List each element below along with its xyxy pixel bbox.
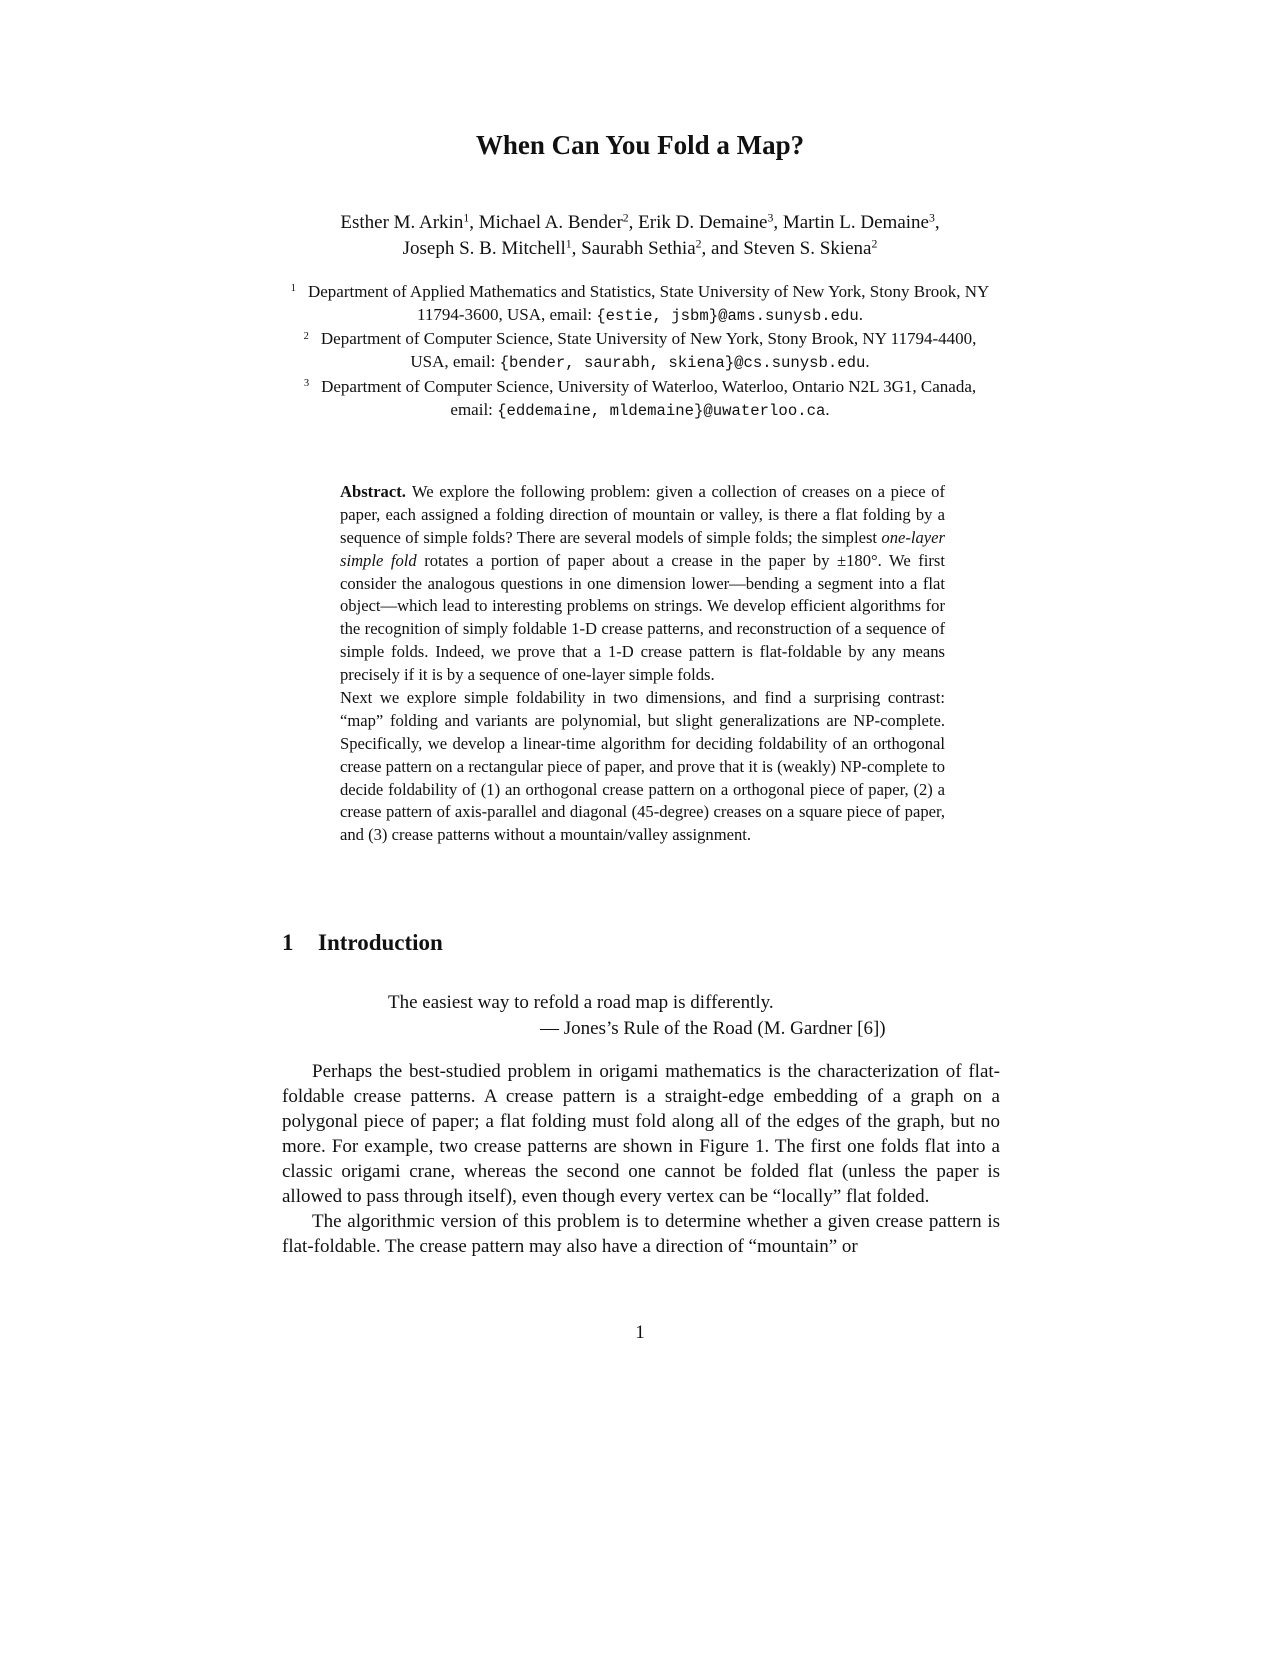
body-text	[282, 1060, 1000, 1260]
affiliation: $^2$ Department of Computer Science, State University of New York, Stony Brook, NY 11794-4400, USA, email: {bender, saurabh, skiena}@cs.sunysb.edu.	[303, 329, 977, 373]
epigraph	[388, 990, 886, 1042]
author: Erik D. Demaine$^3$,	[638, 211, 783, 233]
affiliation: $^1$ Department of Applied Mathematics and Statistics, State University of New York, Stony Brook, NY 11794-3600, USA, email: {estie, jsbm}@ams.sunysb.edu.	[290, 282, 990, 326]
author: Esther M. Arkin$^1$,	[340, 211, 479, 233]
epigraph-quote: The easiest way to refold a road map is differently.	[388, 992, 774, 1013]
author: Martin L. Demaine$^3$,	[782, 211, 940, 233]
email: {eddemaine, mldemaine}@uwaterloo.ca	[497, 401, 826, 420]
body-paragraph: Perhaps the best-studied problem in origami mathematics is the characterization of flat-foldable crease patterns. A crease pattern is a straight-edge embedding of a graph on a polygonal piece of paper; a flat folding must fold along all of the edges of the graph, but no more. For example, two crease patterns are shown in Figure 1. The first one folds flat into a classic origami crane, whereas the second one cannot be folded flat (unless the paper is allowed to pass through itself), even though every vertex can be “locally” flat folded.	[282, 1061, 1000, 1207]
author-list	[250, 210, 1030, 262]
email: {estie, jsbm}@ams.sunysb.edu	[596, 307, 859, 326]
page-number: 1	[635, 1322, 645, 1343]
epigraph-attribution: — Jones’s Rule of the Road (M. Gardner [6])	[540, 1017, 886, 1039]
paper-title: When Can You Fold a Map?	[475, 130, 805, 160]
body-paragraph: The algorithmic version of this problem is to determine whether a given crease pattern is flat-foldable. The crease pattern may also have a direction of “mountain” or	[282, 1210, 1000, 1257]
abstract-label: Abstract.	[340, 482, 406, 501]
email: {bender, saurabh, skiena}@cs.sunysb.edu	[499, 354, 866, 373]
abstract-paragraph: Abstract. We explore the following problem: given a collection of creases on a piece of paper, each assigned a folding direction of mountain or valley, is there a flat folding by a sequence of simple folds? There are several models of simple folds; the simplest one-layer simple fold rotates a portion of paper about a crease in the paper by ±180°. We first consider the analogous questions in one dimension lower—bending a segment into a flat object—which lead to interesting problems on strings. We develop efficient algorithms for the recognition of simply foldable 1-D crease patterns, and reconstruction of a sequence of simple folds. Indeed, we prove that a 1-D crease pattern is flat-foldable by any means precisely if it is by a sequence of one-layer simple folds.	[340, 482, 945, 685]
author: Saurabh Sethia$^2$, and	[581, 237, 744, 259]
author: Michael A. Bender$^2$,	[478, 211, 639, 233]
section-heading: 1 Introduction	[282, 930, 443, 955]
abstract	[340, 481, 945, 847]
affiliations	[290, 280, 990, 422]
author: Steven S. Skiena$^2$	[743, 237, 878, 259]
abstract-paragraph: Next we explore simple foldability in two dimensions, and find a surprising contrast: “map” folding and variants are polynomial, but slight generalizations are NP-complete. Specifically, we develop a linear-time algorithm for deciding foldability of an orthogonal crease pattern on a rectangular piece of paper, and prove that it is (weakly) NP-complete to decide foldability of (1) an orthogonal crease pattern on a orthogonal piece of paper, (2) a crease pattern of axis-parallel and diagonal (45-degree) creases on a square piece of paper, and (3) crease patterns without a mountain/valley assignment.	[340, 688, 945, 845]
affiliation: $^3$ Department of Computer Science, University of Waterloo, Waterloo, Ontario N2L 3G1, Canada, email: {eddemaine, mldemaine}@uwaterloo.ca.	[303, 376, 977, 420]
author: Joseph S. B. Mitchell$^1$,	[402, 237, 582, 259]
